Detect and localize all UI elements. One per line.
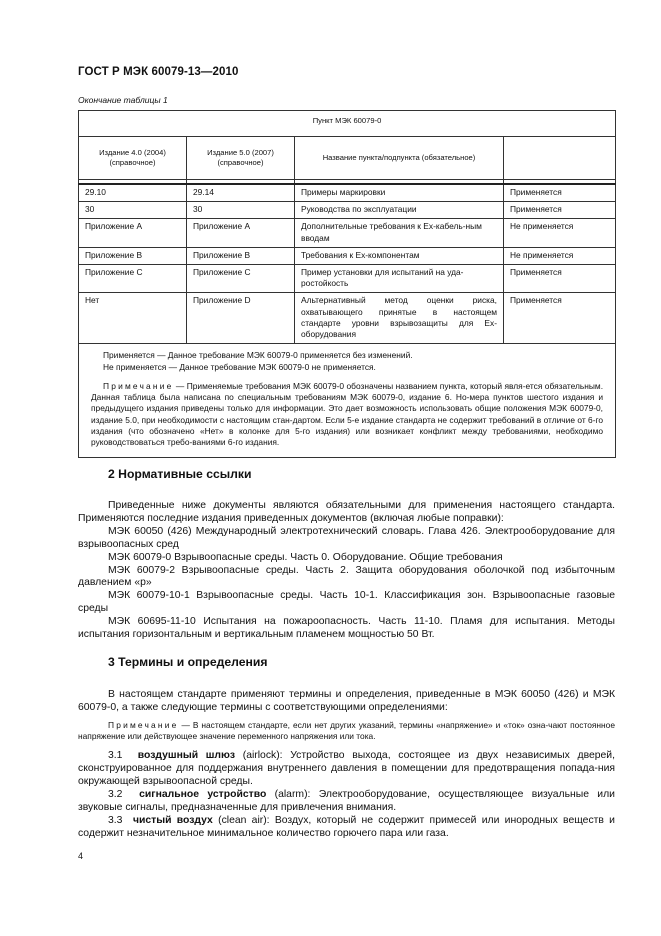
table-cell: Не применяется — [504, 247, 616, 264]
section-3-heading: 3 Термины и определения — [108, 655, 268, 669]
table-cell: Нет — [79, 293, 187, 344]
term-definition — [78, 789, 615, 815]
table-cell: Применяется — [504, 265, 616, 293]
table-cell: Приложение В — [187, 247, 295, 264]
table-cell: Приложение С — [187, 265, 295, 293]
term-number: 3.1 — [108, 750, 123, 762]
table-cell: Альтернативный метод оценки риска, охватывающего принятые в настоящем стандарте уровни взрывозащиты для Ex-оборудования — [295, 293, 504, 344]
section-2-body — [78, 500, 615, 642]
table-group-header-row — [79, 111, 616, 137]
legend-applies: Применяется — Данное требование МЭК 60079-0 применяется без изменений. — [103, 350, 413, 361]
page-number: 4 — [78, 851, 84, 861]
section-3-note — [78, 720, 615, 743]
term-text: (airlock): Устройство выхода, состоящее из двух независимых дверей, сконструированное для поддержания внутреннего давления в помещении для предотвращения попада-ния окружающей взрывоопасной среды. — [78, 750, 615, 788]
table-cell: Требования к Ex-компонентам — [295, 247, 504, 264]
table-cell: Приложение В — [79, 247, 187, 264]
term-name: воздушный шлюз — [137, 750, 236, 762]
table-cell: 29.10 — [79, 184, 187, 202]
table-row — [79, 202, 616, 219]
table-cell: Не применяется — [504, 219, 616, 247]
table-row — [79, 265, 616, 293]
column-header: Название пункта/подпункта (обязательное) — [295, 137, 504, 180]
column-header: Издание 4.0 (2004) (справочное) — [79, 137, 187, 180]
table-cell: Применяется — [504, 202, 616, 219]
table-header-row — [79, 137, 616, 180]
table-row — [79, 293, 616, 344]
table-cell: 30 — [79, 202, 187, 219]
term-text: (clean air): Воздух, который не содержит примесей или инородных веществ и содержит незначительное минимальное количество горючего пара или газа. — [78, 814, 615, 839]
term-name: сигнальное устройство — [139, 789, 267, 801]
table-cell: 29.14 — [187, 184, 295, 202]
section-3 — [78, 656, 615, 669]
section-3-body — [78, 689, 615, 841]
document-header-title: ГОСТ Р МЭК 60079-13—2010 — [78, 66, 239, 78]
table-note-label: Примечание — [103, 380, 174, 391]
table-cell: Пример установки для испытаний на уда-ростойкость — [295, 265, 504, 293]
section-3-intro: В настоящем стандарте применяют термины и определения, приведенные в МЭК 60050 (426) и МЭК 60079-0, а также следующие термины с соответствующими определениями: — [78, 689, 615, 713]
term-name: чистый воздух — [132, 814, 213, 826]
section-3-note-label: Примечание — [108, 719, 179, 730]
section-3-note-text: — В настоящем стандарте, если нет других указаний, термины «напряжение» и «ток» озна-чают постоянное напряжение или действующее значение переменного напряжения или тока. — [78, 719, 615, 742]
table-row — [79, 184, 616, 202]
term-number: 3.3 — [108, 814, 123, 826]
normative-ref: МЭК 60079-0 Взрывоопасные среды. Часть 0. Оборудование. Общие требования — [108, 551, 503, 563]
column-header — [504, 137, 616, 180]
table-cell: Приложение D — [187, 293, 295, 344]
normative-ref: МЭК 60050 (426) Международный электротехнический словарь. Глава 426. Электрооборудование для взрывоопасных сред — [78, 525, 615, 550]
table-cell: Приложение А — [79, 219, 187, 247]
section-2-heading: 2 Нормативные ссылки — [108, 467, 252, 481]
table-note — [91, 381, 603, 449]
term-definition — [78, 750, 615, 789]
column-header: Издание 5.0 (2007) (справочное) — [187, 137, 295, 180]
legend-not-applies: Не применяется — Данное требование МЭК 60079-0 не применяется. — [103, 361, 376, 372]
table-cell: Дополнительные требования к Ex-кабель-ным вводам — [295, 219, 504, 247]
table-cell: Применяется — [504, 184, 616, 202]
clause-table — [78, 110, 616, 458]
table-notes — [79, 344, 616, 457]
table-cell: Руководства по эксплуатации — [295, 202, 504, 219]
term-definition — [78, 815, 615, 841]
table-row — [79, 219, 616, 247]
section-2-intro: Приведенные ниже документы являются обязательными для применения настоящего стандарта. Применяются последние издания приведенных документов (включая любые поправки): — [78, 500, 615, 524]
table-caption: Окончание таблицы 1 — [78, 95, 168, 105]
term-number: 3.2 — [108, 789, 123, 801]
table-group-header: Пункт МЭК 60079-0 — [79, 111, 616, 137]
table-notes-row — [79, 344, 616, 457]
term-text: (alarm): Электрооборудование, осуществляющее визуальные или звуковые сигналы, предназначенные для привлечения внимания. — [78, 789, 615, 814]
table-row — [79, 247, 616, 264]
normative-ref: МЭК 60079-2 Взрывоопасные среды. Часть 2. Защита оборудования оболочкой под избыточным давлением «р» — [78, 564, 615, 589]
table-cell: Примеры маркировки — [295, 184, 504, 202]
normative-ref: МЭК 60079-10-1 Взрывоопасные среды. Часть 10-1. Классификация зон. Взрывоопасные газовые среды — [78, 590, 615, 615]
table-cell: Приложение С — [79, 265, 187, 293]
normative-ref: МЭК 60695-11-10 Испытания на пожароопасность. Часть 11-10. Пламя для испытания. Методы испытания горизонтальным и вертикальным пламенем мощностью 50 Вт. — [78, 616, 615, 641]
table-note-text: — Применяемые требования МЭК 60079-0 обозначены названием пункта, который явля-ется обязательным. Данная таблица была написана по специальным требованиям МЭК 60079-0, издание 6. Но-мера пунктов шестого издания и предыдущего издания приведены только для информации. Это дает возможность использовать общие положения МЭК 60079-0, издание 5.0, при необходимости с настоящим стан-дартом. Если 5-е издание стандарта не содержит требований в отличие от 6-го издания (что обозначено «Нет» в колонке для 5-го издания) или возникает конфликт между требованиями, необходимо руководствоваться требо-ваниями 6-го издания. — [91, 380, 604, 448]
section-2 — [78, 468, 615, 481]
table-cell: 30 — [187, 202, 295, 219]
table-cell: Применяется — [504, 293, 616, 344]
table-cell: Приложение А — [187, 219, 295, 247]
